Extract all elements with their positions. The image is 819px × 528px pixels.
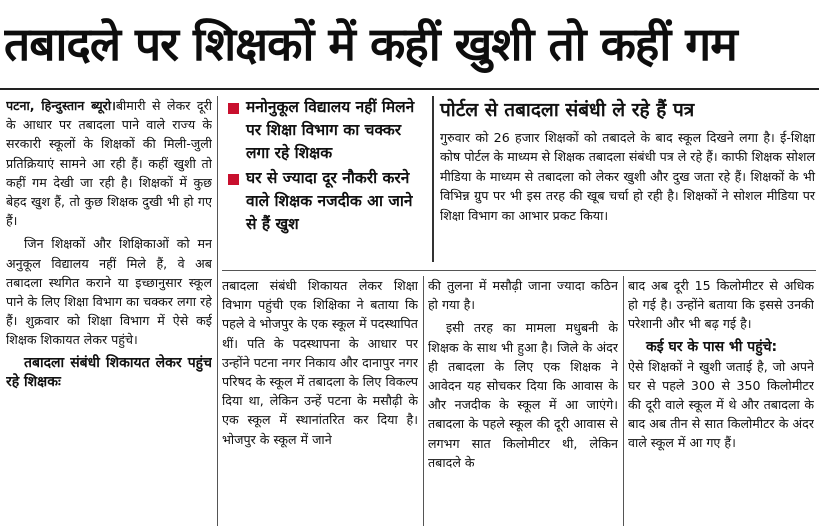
subhead-near-home: कई घर के पास भी पहुंचे: bbox=[646, 338, 778, 355]
column-1-para-2: जिन शिक्षकों और शिक्षिकाओं को मन अनुकूल विद्यालय नहीं मिले हैं, वे अब तबादला स्थगित कराने या इच्छानुसार स्कूल पाने के लिए शिक्षा विभाग का चक्कर लगा रहे हैं। शुक्रवार को शिक्षा विभाग में ऐसे कई शिक्षक शिकायत लेकर पहुंचे। bbox=[6, 236, 212, 348]
subhead-complaints: तबादला संबंधी शिकायत लेकर पहुंच रहे शिक्षकः bbox=[6, 354, 212, 390]
pull-quote bbox=[226, 96, 421, 264]
column-3 bbox=[428, 276, 618, 526]
column-3-para-2: इसी तरह का मामला मधुबनी के शिक्षक के साथ भी हुआ है। जिले के अंदर ही तबादला के लिए एक शिक्षक ने आवेदन यह सोचकर दिया कि आवास के और नजदीक के स्कूल में आ जाएंगे। तबादला के पहले स्कूल की दूरी आवास से लगभग सात किलोमीटर थी, लेकिन तबादले के bbox=[428, 320, 618, 470]
portal-story-title: पोर्टल से तबादला संबंधी ले रहे हैं पत्र bbox=[440, 99, 695, 121]
column-2 bbox=[222, 276, 418, 526]
column-2-para: तबादला संबंधी शिकायत लेकर शिक्षा विभाग पहुंची एक शिक्षिका ने बताया कि पहले वे भोजपुर के एक स्कूल में पदस्थापित थीं। पति के पदस्थापना के आधार पर उन्होंने पटना नगर निकाय और दानापुर नगर परिषद के स्कूल में तबादला के लिए विकल्प दिया था, लेकिन उन्हें पटना के मसौढ़ी के एक स्कूल में स्थानांतरित कर दिया है। भोजपुर के स्कूल में जाने bbox=[222, 278, 418, 447]
pull-quote-item bbox=[226, 96, 421, 165]
headline: तबादले पर शिक्षकों में कहीं खुशी तो कहीं गम bbox=[4, 17, 737, 71]
column-4-para-1: बाद अब दूरी 15 किलोमीटर से अधिक हो गई है। उन्होंने बताया कि इससे उनकी परेशानी और भी बढ़ गई है। bbox=[628, 278, 814, 332]
portal-story-body: गुरुवार को 26 हजार शिक्षकों को तबादले के बाद स्कूल दिखने लगा है। ई-शिक्षा कोष पोर्टल के माध्यम से शिक्षक तबादला संबंधी पत्र ले रहे हैं। काफी शिक्षक सोशल मीडिया के माध्यम से तबादला को लेकर खुशी और दुख जता रहे हैं। शिक्षकों के भी विभिन्न ग्रुप पर भी इस तरह की खूब चर्चा हो रही है। शिक्षकों ने सोशल मीडिया पर शिक्षा विभाग का आभार प्रकट किया। bbox=[440, 130, 815, 223]
column-1-para-1-text: बीमारी से लेकर दूरी के आधार पर तबादला पाने वाले राज्य के सरकारी स्कूलों के शिक्षकों की मिली-जुली प्रतिक्रियाएं सामने आ रही हैं। कहीं खुशी तो कहीं गम देखी जा रही है। शिक्षकों में कुछ बेहद खुश हैं, तो कुछ शिक्षक दुखी भी हो गए हैं। bbox=[6, 98, 212, 229]
square-bullet-icon bbox=[228, 174, 239, 185]
section-separator bbox=[222, 270, 816, 271]
pull-quote-text: मनोनुकूल विद्यालय नहीं मिलने पर शिक्षा विभाग का चक्कर लगा रहे शिक्षक bbox=[246, 98, 415, 162]
column-1-para-1 bbox=[6, 96, 212, 230]
pull-quote-item bbox=[226, 167, 421, 236]
dateline: पटना, हिन्दुस्तान ब्यूरो। bbox=[6, 98, 116, 113]
pull-quote-text: घर से ज्यादा दूर नौकरी करने वाले शिक्षक नजदीक आ जाने से हैं खुश bbox=[246, 169, 413, 233]
portal-story-box bbox=[432, 96, 815, 262]
column-3-para-1: की तुलना में मसौढ़ी जाना ज्यादा कठिन हो गया है। bbox=[428, 278, 618, 313]
headline-rule bbox=[0, 88, 819, 90]
column-4 bbox=[628, 276, 814, 526]
column-divider-2 bbox=[423, 276, 424, 526]
column-1 bbox=[6, 96, 212, 526]
column-4-para-2: ऐसे शिक्षकों ने खुशी जताई है, जो अपने घर से पहले 300 से 350 किलोमीटर की दूरी वाले स्कूल में थे और तबादला के बाद अब तीन से सात किलोमीटर के अंदर वाले स्कूल में आ गए हैं। bbox=[628, 358, 814, 451]
column-divider-3 bbox=[623, 276, 624, 526]
column-divider-1 bbox=[217, 96, 218, 526]
square-bullet-icon bbox=[228, 103, 239, 114]
